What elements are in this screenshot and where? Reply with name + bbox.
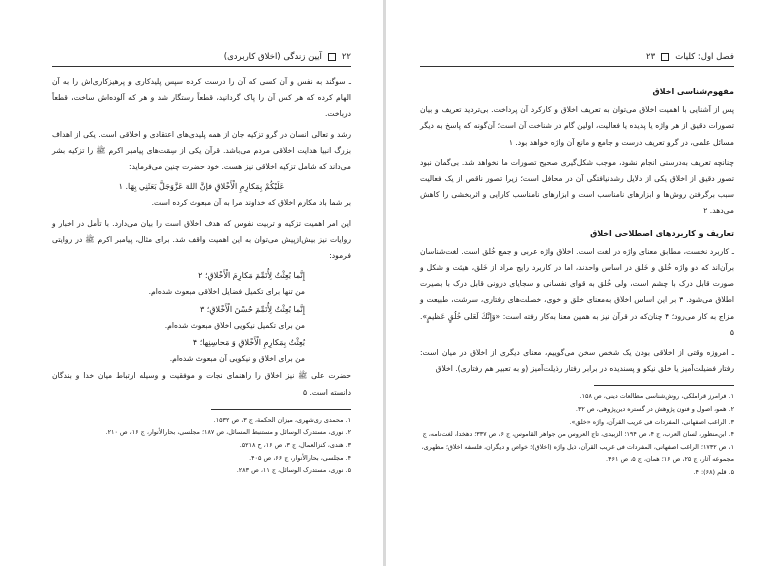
page-number: ۲۳ [646, 52, 656, 62]
paragraph: ـ امروزه وقتی از اخلاقی بودن یک شخص سخن می‌گوییم، معنای دیگری از اخلاق در میان است: رفتار فضیلت‌آمیز یا خلق نیکو و پسندیده در برابر رفتار رذیلت‌آمیز (و به تعبیر هم رفتاری). اخلاق [420, 348, 734, 374]
hadith-arabic: بُعِثْتُ بِمَكارِمِ الْأَخْلاقِ وَ مَحاسِنِها؛ ۴ [192, 338, 305, 348]
page-header [224, 50, 351, 64]
paragraph: ـ سوگند به نفس و آن کسی که آن را درست کرده سپس پلیدکاری و پرهیزکاری‌اش را به آن الهام کرده که هر کس آن را پاک گردانید، قطعاً رستگار شد و هر که آلوده‌اش ساخت، قطعاً درباخت. [52, 77, 351, 119]
section-heading: مفهوم‌شناسی اخلاق [652, 87, 734, 96]
hadith-arabic: إِنَّما بُعِثْتُ لِأُتَمِّمَ مَكارِمَ الْأَخْلاقِ؛ ۲ [198, 271, 305, 281]
running-title: آیین زندگی (اخلاق کاربردی) [223, 52, 322, 62]
hadith-translation: من تنها برای تکمیل فضایل اخلاقی مبعوث شده‌ام. [148, 287, 305, 297]
hadith-translation: من برای تکمیل نیکویی اخلاق مبعوث شده‌ام. [164, 320, 305, 330]
footnote-rule [594, 385, 734, 386]
paragraph: این امر اهمیت تزکیه و تربیت نفوس که هدف اخلاق است را بیان می‌دارد. با تأمل در اخبار و روایات نیز بیش‌ازپیش می‌توان به این اهمیت واقف شد. برای مثال، پیامبر اکرم ﷺ در روایتی فرمود: [52, 218, 351, 261]
header-rule [52, 66, 351, 67]
right-page [386, 0, 768, 566]
footnote: ۲. نوری، مستدرک الوسائل و مستنبط المسائل، ص ۱۸۷؛ مجلسی، بحارالأنوار، ج ۱۶، ص ۲۱۰. [105, 428, 351, 437]
paragraph: پس از آشنایی با اهمیت اخلاق می‌توان به تعریف اخلاق و کارکرد آن پرداخت. بی‌تردید تعریف و بیان تصورات دقیق از هر واژه یا پدیده یا فعالیت، اولین گام در شناخت آن است؛ آن‌گونه که پاسخ به دیگر مسائل علمی، در گرو تعریف درست و جامع و مانع آن واژه خواهد بود. ۱ [420, 105, 734, 147]
hadith-translation: من برای اخلاق و نیکویی آن مبعوث شده‌ام. [169, 354, 305, 364]
footnote: ۳. هندی، کنزالعمال، ج ۳، ص ۱۶، ح ۵۲۱۸. [239, 441, 351, 450]
footnote: ۵. قلم (۶۸): ۴. [693, 468, 734, 477]
header-square-icon [328, 53, 336, 61]
footnote-rule [211, 409, 351, 410]
page-number: ۲۲ [341, 52, 351, 62]
page-header [646, 50, 734, 64]
hadith-arabic: عَلَيْكُمْ بِمَكارِمِ الْأَخْلاقِ فإنَّ اللهَ عَزَّوَجَلَّ بَعَثَنِي بِهَا. ۱ [118, 182, 285, 192]
footnote: ۱. فرامرز قراملکی، روش‌شناسی مطالعات دینی، ص ۱۵۸. [579, 392, 734, 401]
hadith-arabic: إِنَّما بُعِثْتُ لِأُتَمِّمَ حُسْنَ الْأَخْلاقِ؛ ۳ [199, 304, 305, 314]
header-rule [420, 66, 734, 67]
hadith-translation: بر شما باد مکارم اخلاق که خداوند مرا به آن مبعوث کرده است. [151, 198, 351, 208]
section-heading: تعاریف و کاربردهای اصطلاحی اخلاق [590, 228, 734, 238]
header-square-icon [661, 53, 669, 61]
paragraph: ـ کاربرد نخست، مطابق معنای واژه در لغت است. اخلاق واژه عربی و جمع خُلق است. لغت‌شناسان برآن‌اند که دو واژه خُلق و خَلق در اساس واحدند، اما در کاربرد رایج مراد از خَلق، هیئت و شکل و صورت قابل درک با چشم است، ولی خُلق به قوای نفسانی و سجایای درونی قابل درک با بصیرت اطلاق می‌شود. ۳ بر این اساس اخلاق به‌معنای خلق و خوی، خصلت‌های رفتاری، سرشت، طبیعت و مزاج به کار می‌رود؛ ۴ چنان‌که در قرآن نیز به همین معنا به‌کار رفته است: «وَإِنَّكَ لَعَلى خُلُقٍ عَظيمٍ». ۵ [420, 246, 735, 337]
footnote: ۱. محمدی ری‌شهری، میزان الحکمة، ج ۳، ص ۱۵۳۲. [213, 415, 351, 424]
paragraph: حضرت علی ﷺ نیز اخلاق را راهنمای نجات و موفقیت و وسیله ارتباط میان خدا و بندگان دانسته است. ۵ [52, 371, 351, 397]
footnote: ۴. ابن‌منظور، لسان العرب، ج ۴، ص ۱۹۴؛ الزبیدی، تاج العروس من جواهر القاموس، ج ۶، ص ۳۳۷؛ دهخدا، لغت‌نامه، ج ۱، ص ۱۷۳۲؛ الراغب اصفهانی، المفردات فی غریب القرآن، ذیل واژه (اخلاق)؛ خواص و دیگران، فلسفه اخلاق؛ مطهری، مجموعه آثار، ج ۲۵، ص ۱۶؛ همان، ج ۵، ص ۴۶۱. [421, 430, 734, 464]
page-body [420, 78, 734, 479]
hadith-list [52, 268, 351, 367]
left-page [0, 0, 383, 566]
paragraph: رشد و تعالی انسان در گرو تزکیه جان از همه پلیدی‌های اعتقادی و اخلاقی است. یکی از اهداف بزرگ انبیا هدایت اخلاقی مردم می‌باشد. قرآن یکی از سِمَت‌های پیامبر اکرم ﷺ را تزکیه بشر می‌داند که شامل تزکیه اخلاقی نیز هست. خود حضرت چنین می‌فرماید: [52, 129, 351, 172]
footnote: ۳. الراغب اصفهانی، المفردات فی غریب القرآن، واژه «خلق». [569, 417, 734, 426]
running-title: فصل اول: کلیات [675, 52, 734, 62]
page-body [52, 74, 351, 477]
footnote: ۲. همو، اصول و فنون پژوهش در گستره دین‌پژوهی، ص ۳۲. [575, 405, 734, 414]
footnote: ۴. مجلسی، بحارالأنوار، ج ۶۶، ص ۴۰۵. [249, 453, 351, 462]
footnote: ۵. نوری، مستدرک الوسائل، ج ۱۱، ص ۲۸۳. [236, 466, 351, 475]
paragraph: چنانچه تعریف به‌درستی انجام نشود، موجب شکل‌گیری صحیح تصورات ما نخواهد شد. بی‌گمان نبود تصور دقیق از اخلاق یکی از دلایل رشدنیافتگی آن در محافل است؛ زیرا تصور ناقص از یک فعالیت سبب برگرفتن روش‌ها و ابزارهای نامناسب است و ابزارهای نامناسب کارایی و اثربخشی را کاهش می‌دهد. ۲ [420, 157, 734, 216]
